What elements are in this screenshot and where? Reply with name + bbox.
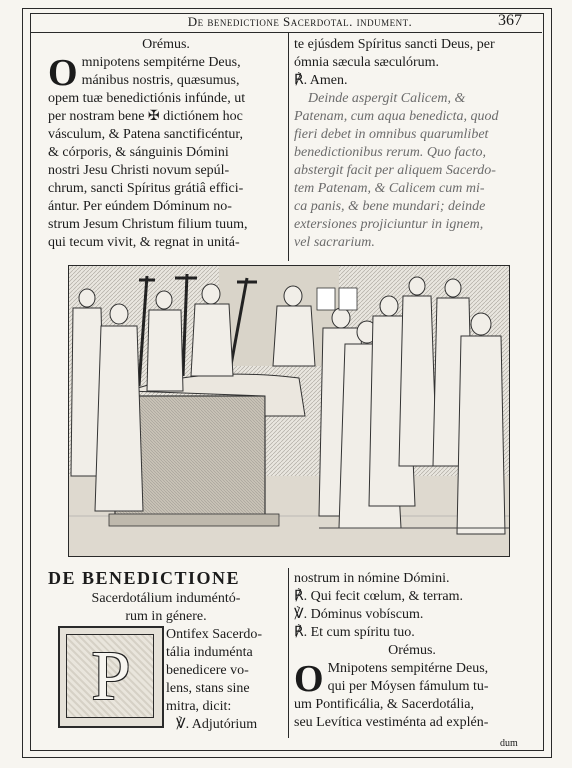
rubric-line: extersiones projiciuntur in ignem, xyxy=(294,217,484,232)
rubric-line: fieri debet in omnibus quarumlibet xyxy=(294,127,489,142)
rubric-line: tália induménta xyxy=(166,645,253,660)
response-line: ℟. Amen. xyxy=(294,73,348,88)
prayer-line: strum Jesum Christum filium tuum, xyxy=(48,217,248,232)
prayer-line: seu Levítica vestiménta ad explén- xyxy=(294,715,489,730)
rubric-line: benedicere vo- xyxy=(166,663,249,678)
rubric-line: lens, stans sine xyxy=(166,681,250,696)
engraving-illustration xyxy=(68,265,510,557)
response-line: ℟. Et cum spíritu tuo. xyxy=(294,625,415,640)
rubric-line: tem Patenam, & Calicem cum mi- xyxy=(294,181,485,196)
clergy-blessing-scene xyxy=(69,266,509,556)
versicle-line: ℣. Adjutórium xyxy=(176,717,258,732)
rubric-line: benedictionibus rerum. Quo facto, xyxy=(294,145,486,160)
section-title: DE BENEDICTIONE xyxy=(48,568,241,588)
top-right-column xyxy=(294,36,530,252)
oremus-heading: Orémus. xyxy=(142,37,190,52)
column-divider-top xyxy=(288,33,289,261)
prayer-line: opem tuæ benedictiónis infúnde, ut xyxy=(48,91,246,106)
prayer-line: vásculum, & Patena sanctificéntur, xyxy=(48,127,243,142)
top-left-column xyxy=(48,36,284,252)
prayer-line: chrum, sancti Spíritus grátiâ effici- xyxy=(48,181,244,196)
drop-cap-o: O xyxy=(48,52,78,94)
drop-cap-o: O xyxy=(294,658,324,700)
column-divider-bottom xyxy=(288,568,289,738)
prayer-line: qui per Móysen fámulum tu- xyxy=(327,679,489,694)
rubric-line: Ontifex Sacerdo- xyxy=(166,627,263,642)
catchword: dum xyxy=(500,738,518,749)
subtitle-line: Sacerdotálium induméntó- xyxy=(91,591,241,606)
initial-letter-p: P xyxy=(91,638,131,715)
prayer-line: te ejúsdem Spíritus sancti Deus, per xyxy=(294,37,495,52)
rubric-line: abstergit facit per aliquem Sacerdo- xyxy=(294,163,496,178)
prayer-line: nostrum in nómine Dómini. xyxy=(294,571,450,586)
bottom-right-column xyxy=(294,570,530,732)
prayer-line: Mnipotens sempitérne Deus, xyxy=(327,661,489,676)
prayer-line: per nostram bene ✠ dictiónem hoc xyxy=(48,109,243,124)
versicle-line-container xyxy=(176,716,286,734)
running-head: De benedictione Sacerdotal. indument. xyxy=(187,14,413,29)
prayer-line: ómnia sæcula sæculórum. xyxy=(294,55,440,70)
page-number: 367 xyxy=(498,12,522,29)
bottom-left-column xyxy=(48,590,284,626)
rubric-line: Patenam, cum aqua benedicta, quod xyxy=(294,109,499,124)
rubric-line: Deinde aspergit Calicem, & xyxy=(308,91,466,106)
prayer-line: mánibus nostris, quæsumus, xyxy=(81,73,240,88)
prayer-line: & córporis, & sánguinis Dómini xyxy=(48,145,229,160)
header-rule xyxy=(30,32,542,33)
rubric-line: vel sacrarium. xyxy=(294,235,375,250)
oremus-heading: Orémus. xyxy=(388,643,436,658)
response-line: ℟. Qui fecit cœlum, & terram. xyxy=(294,589,463,604)
prayer-line: ántur. Per eúndem Dóminum no- xyxy=(48,199,232,214)
prayer-line: qui tecum vivit, & regnat in unitá- xyxy=(48,235,240,250)
rubric-line: ca panis, & bene mundari; deinde xyxy=(294,199,486,214)
prayer-line: um Pontificália, & Sacerdotália, xyxy=(294,697,475,712)
rubric-beside-initial xyxy=(166,626,286,716)
subtitle-line: rum in génere. xyxy=(125,609,207,624)
decorated-initial xyxy=(58,626,164,728)
prayer-line: mnipotens sempitérne Deus, xyxy=(81,55,241,70)
rubric-line: mitra, dicit: xyxy=(166,699,232,714)
versicle-line: ℣. Dóminus vobíscum. xyxy=(294,607,424,622)
prayer-line: nostri Jesu Christi novum sepúl- xyxy=(48,163,230,178)
